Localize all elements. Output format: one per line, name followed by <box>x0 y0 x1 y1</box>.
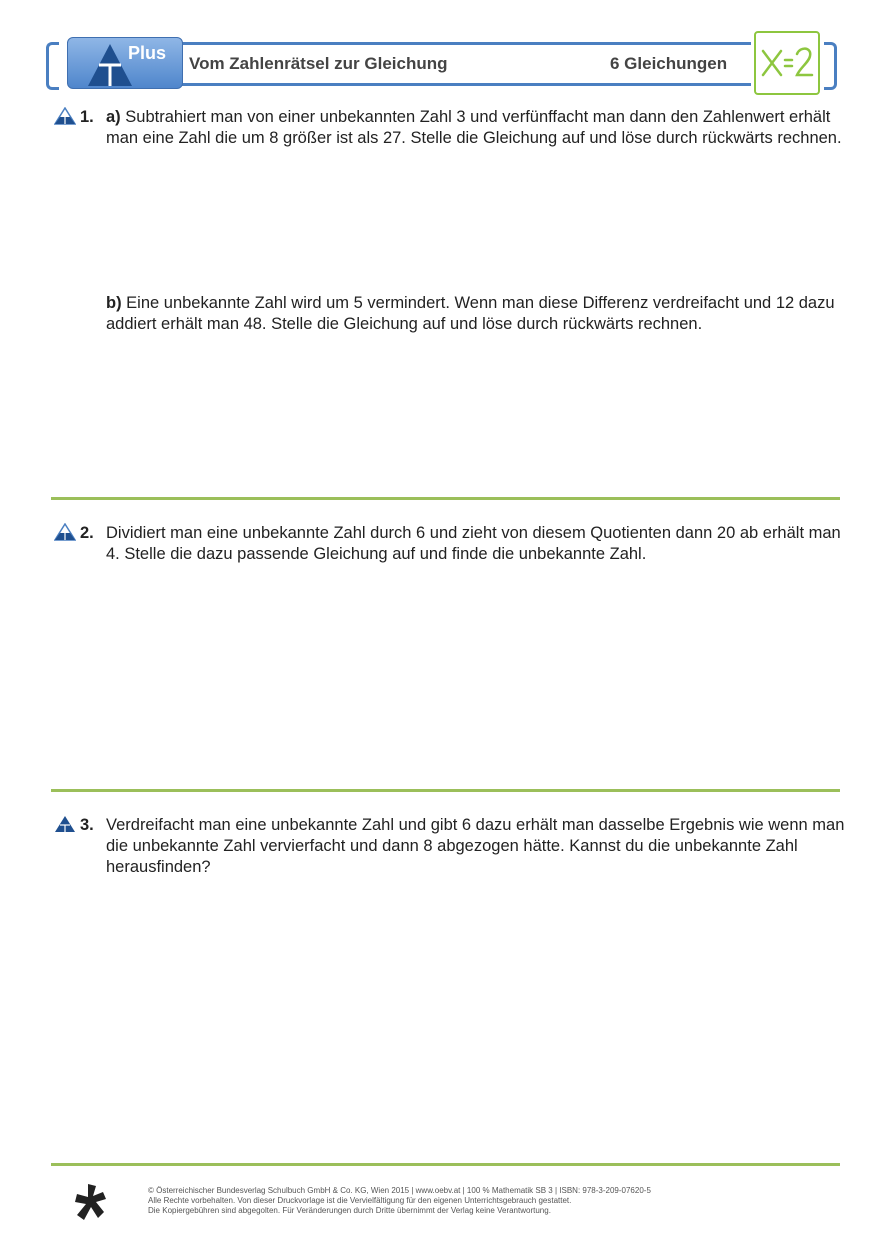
task-1a-text <box>106 107 851 149</box>
task-number: 1. <box>80 108 94 126</box>
footer-copyright <box>148 1186 788 1216</box>
separator-line <box>51 789 840 792</box>
x-equals-2-icon <box>756 33 818 93</box>
task-part-text: Eine unbekannte Zahl wird um 5 vermindert. Wenn man diese Differenz verdreifacht und 12 dazu addiert erhält man 48. Stelle die Gleichung auf und löse durch rückwärts rechnen. <box>106 294 835 333</box>
task-number: 3. <box>80 816 94 834</box>
header-rule-top <box>176 42 751 45</box>
separator-line <box>51 497 840 500</box>
task-1 <box>50 107 850 177</box>
header-bracket-left <box>46 42 59 90</box>
task-1b-text <box>106 293 851 335</box>
footer-separator <box>51 1163 840 1166</box>
task-1b <box>50 293 850 343</box>
task-part-label: a) <box>106 108 121 126</box>
difficulty-pyramid-icon <box>54 107 76 125</box>
chapter-label: 6 Gleichungen <box>610 54 728 73</box>
publisher-logo-icon <box>72 1182 112 1222</box>
task-3 <box>50 815 850 885</box>
difficulty-pyramid-filled-icon <box>54 815 76 833</box>
page-title: Vom Zahlenrätsel zur Gleichung <box>189 54 448 73</box>
header-rule-bottom <box>176 83 751 86</box>
task-2 <box>50 523 850 573</box>
plus-logo-text: Plus <box>128 43 167 63</box>
task-part-label: b) <box>106 294 122 312</box>
task-part-text: Subtrahiert man von einer unbekannten Zahl 3 und verfünffacht man dann den Zahlenwert erhält man eine Zahl die um 8 größer ist als 27. Stelle die Gleichung auf und löse durch rückwärts rechnen. <box>106 108 842 147</box>
header-bracket-right <box>824 42 837 90</box>
task-3-text: Verdreifacht man eine unbekannte Zahl und gibt 6 dazu erhält man dasselbe Ergebnis wie wenn man die unbekannte Zahl vervierfacht und dann 8 abgezogen hätte. Kannst du die unbekannte Zahl herausfinden? <box>106 816 845 876</box>
difficulty-pyramid-icon <box>54 523 76 541</box>
footer-line: © Österreichischer Bundesverlag Schulbuch GmbH & Co. KG, Wien 2015 | www.oebv.at | 100 % Mathematik SB 3 | ISBN: 978-3-209-07620-5 <box>148 1186 651 1195</box>
footer-line: Die Kopiergebühren sind abgegolten. Für Veränderungen durch Dritte übernimmt der Verlag keine Verantwortung. <box>148 1206 551 1215</box>
task-2-text: Dividiert man eine unbekannte Zahl durch 6 und zieht von diesem Quotienten dann 20 ab erhält man 4. Stelle die dazu passende Gleichung auf und finde die unbekannte Zahl. <box>106 524 841 563</box>
plus-logo <box>67 37 183 89</box>
task-number: 2. <box>80 524 94 542</box>
equation-badge <box>754 31 820 95</box>
footer-line: Alle Rechte vorbehalten. Von dieser Druckvorlage ist die Vervielfältigung für den eigenen Unterrichtsgebrauch gestattet. <box>148 1196 572 1205</box>
